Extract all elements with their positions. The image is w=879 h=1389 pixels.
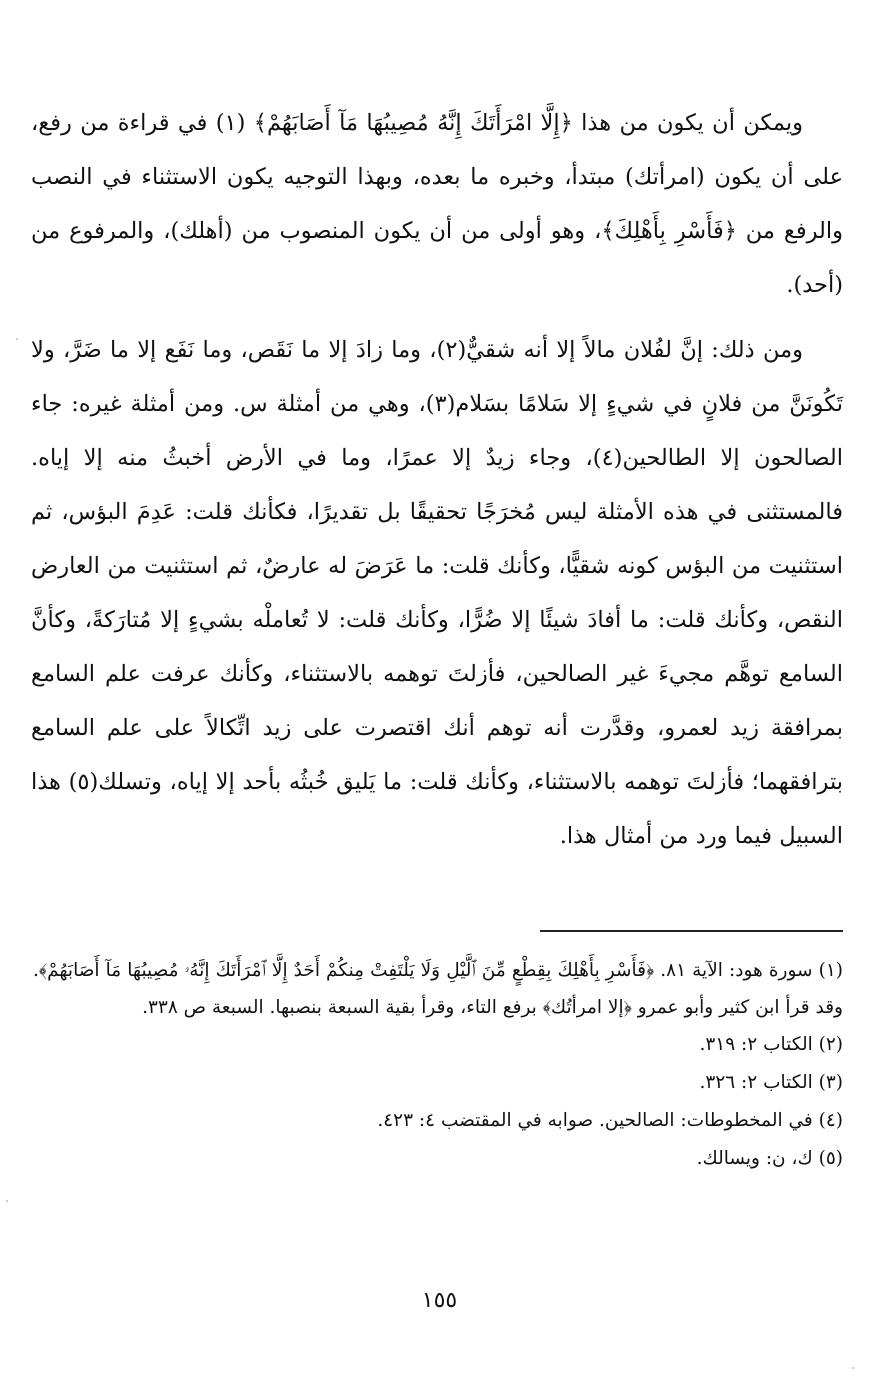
scan-speck [6, 1200, 8, 1202]
scan-speck [852, 1367, 854, 1369]
footnote-separator [540, 930, 843, 932]
footnote: (٤) في المخطوطات: الصالحين. صوابه في المقتضب ٤: ٤٢٣. [377, 1110, 843, 1131]
footnote: (٥) ك، ن: ويسالك. [696, 1148, 843, 1169]
footnote: (١) سورة هود: الآية ٨١. ﴿فَأَسْرِ بِأَهْلِكَ بِقِطْعٍ مِّنَ ٱلَّيْلِ وَلَا يَلْتَفِتْ مِنكُمْ أَحَدٌ إِلَّا ٱمْرَأَتَكَ إِنَّهُۥ مُصِيبُهَا مَآ أَصَابَهُمْ﴾. وقد قرأ ابن كثير وأبو عمرو ﴿إلا امرأتُك﴾ برفع التاء، وقرأ بقية السبعة بنصبها. السبعة ص ٣٣٨. [33, 960, 844, 1018]
paragraph: ومن ذلك: إنَّ لفُلان مالاً إلا أنه شقيٌّ(٢)، وما زادَ إلا ما نَقَص، وما نَفَع إلا ما ضَرَّ، ولا تَكُونَنَّ من فلانٍ في شيءٍ إلا سَلامًا بسَلام(٣)، وهي من أمثلة س. ومن أمثلة غيره: جاء الصالحون إلا الطالحين(٤)، وجاء زيدٌ إلا عمرًا، وما في الأرض أخبثُ منه إلا إياه. فالمستثنى في هذه الأمثلة ليس مُخرَجًا تحقيقًا بل تقديرًا، فكأنك قلت: عَدِمَ البؤس، ثم استثنيت من البؤس كونه شقيًّا، وكأنك قلت: ما عَرَضَ له عارضٌ، ثم استثنيت من العارض النقص، وكأنك قلت: ما أفادَ شيئًا إلا ضُرًّا، وكأنك قلت: لا تُعاملْه بشيءٍ إلا مُتارَكةً، وكأنَّ السامع توهَّم مجيءَ غير الصالحين، فأزلتَ توهمه بالاستثناء، وكأنك عرفت علم السامع بمرافقة زيد لعمرو، وقدَّرت أنه توهم أنك اقتصرت على زيد اتِّكالاً على علم السامع بترافقهما؛ فأزلتَ توهمه بالاستثناء، وكأنك قلت: ما يَليق خُبثُه بأحد إلا إياه، وتسلك(٥) هذا السبيل فيما ورد من أمثال هذا. [31, 337, 844, 849]
page-number: ١٥٥ [421, 1288, 458, 1313]
footnote: (٣) الكتاب ٢: ٣٢٦. [699, 1072, 843, 1093]
footnote: (٢) الكتاب ٢: ٣١٩. [699, 1034, 843, 1055]
scan-speck [16, 338, 18, 340]
footnotes [33, 952, 843, 1178]
paragraph: ويمكن أن يكون من هذا ﴿إِلَّا امْرَأَتَكَ إِنَّهُ مُصِيبُهَا مَآ أَصَابَهُمْ﴾ (١) في قراءة من رفع، على أن يكون (امرأتك) مبتدأ، وخبره ما بعده، وبهذا التوجيه يكون الاستثناء في النصب والرفع من ﴿فَأَسْرِ بِأَهْلِكَ﴾، وهو أولى من أن يكون المنصوب من (أهلك)، والمرفوع من (أحد). [31, 110, 843, 298]
main-text [31, 96, 843, 863]
